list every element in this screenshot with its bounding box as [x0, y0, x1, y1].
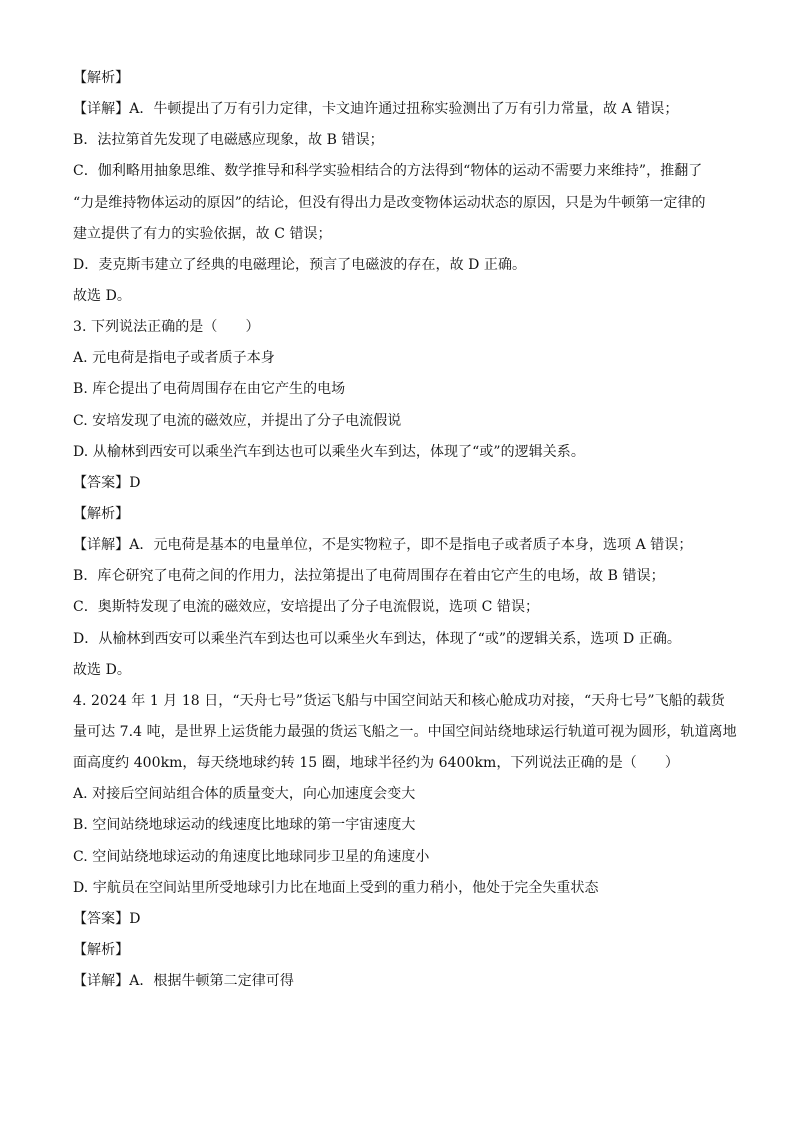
question-3-answer: 【答案】D	[73, 474, 141, 491]
detail-line: 【详解】A．元电荷是基本的电量单位，不是实物粒子，即不是指电子或者质子本身，选项 A 错误；	[73, 537, 693, 554]
detail-line: B．库仑研究了电荷之间的作用力，法拉第提出了电荷周围存在着由它产生的电场，故 B 错误；	[73, 568, 665, 585]
conclusion-line: 故选 D。	[73, 287, 131, 304]
question-4-option-b: B. 空间站绕地球运动的线速度比地球的第一宇宙速度大	[73, 817, 416, 834]
detail-line: C．奥斯特发现了电流的磁效应，安培提出了分子电流假说，选项 C 错误；	[73, 599, 540, 616]
question-3-option-d: D. 从榆林到西安可以乘坐汽车到达也可以乘坐火车到达，体现了“或”的逻辑关系。	[73, 443, 585, 460]
question-3-stem: 3. 下列说法正确的是（ ）	[73, 319, 260, 336]
detail-line: 【详解】A．根据牛顿第二定律可得	[73, 973, 294, 990]
detail-line: B．法拉第首先发现了电磁感应现象，故 B 错误；	[73, 132, 384, 149]
question-4-stem: 4. 2024 年 1 月 18 日，“天舟七号”货运飞船与中国空间站天和核心舱成功对接，“天舟七号”飞船的载货	[73, 692, 725, 709]
question-4-option-a: A. 对接后空间站组合体的质量变大，向心加速度会变大	[73, 786, 416, 803]
question-4-stem: 量可达 7.4 吨，是世界上运货能力最强的货运飞船之一。中国空间站绕地球运行轨道可视为圆形，轨道离地	[73, 723, 737, 740]
question-4-option-d: D. 宇航员在空间站里所受地球引力比在地面上受到的重力稍小，他处于完全失重状态	[73, 879, 599, 896]
detail-line: “力是维持物体运动的原因”的结论，但没有得出力是改变物体运动状态的原因，只是为牛顿第一定律的	[73, 194, 706, 211]
document-page	[73, 63, 737, 997]
detail-line: C．伽利略用抽象思维、数学推导和科学实验相结合的方法得到“物体的运动不需要力来维持”，推翻了	[73, 163, 703, 180]
analysis-heading: 【解析】	[73, 941, 130, 958]
detail-line: D．麦克斯韦建立了经典的电磁理论，预言了电磁波的存在，故 D 正确。	[73, 256, 527, 273]
question-3-option-c: C. 安培发现了电流的磁效应，并提出了分子电流假说	[73, 412, 402, 429]
question-3-option-a: A. 元电荷是指电子或者质子本身	[73, 350, 275, 367]
question-4-stem: 面高度约 400km，每天绕地球约转 15 圈，地球半径约为 6400km，下列说法正确的是（ ）	[73, 755, 679, 772]
detail-line: 【详解】A．牛顿提出了万有引力定律，卡文迪许通过扭称实验测出了万有引力常量，故 A 错误；	[73, 101, 679, 118]
conclusion-line: 故选 D。	[73, 661, 131, 678]
detail-line: D．从榆林到西安可以乘坐汽车到达也可以乘坐火车到达，体现了“或”的逻辑关系，选项 D 正确。	[73, 630, 681, 647]
question-3-option-b: B. 库仑提出了电荷周围存在由它产生的电场	[73, 381, 346, 398]
question-4-answer: 【答案】D	[73, 910, 141, 927]
question-4-option-c: C. 空间站绕地球运动的角速度比地球同步卫星的角速度小	[73, 848, 430, 865]
analysis-heading: 【解析】	[73, 70, 130, 86]
detail-line: 建立提供了有力的实验依据，故 C 错误；	[73, 225, 332, 242]
analysis-heading: 【解析】	[73, 505, 130, 522]
